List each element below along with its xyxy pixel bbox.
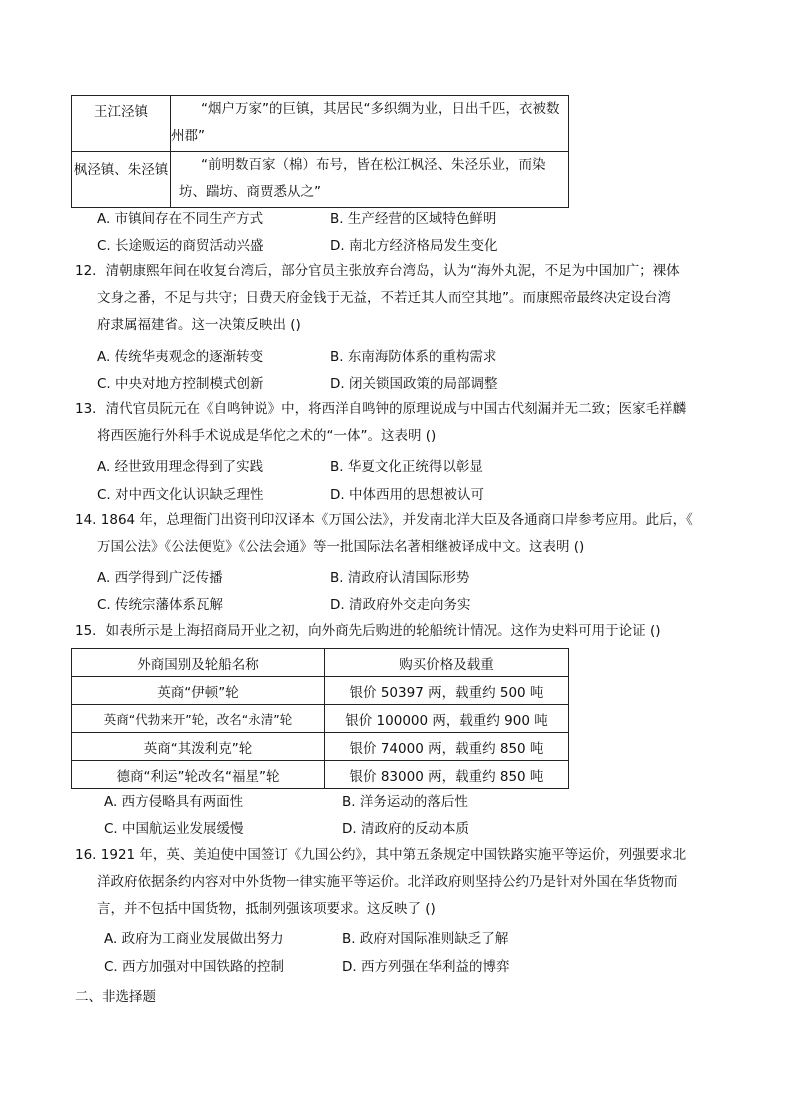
option-d[interactable]: D. 清政府外交走向务实 (330, 597, 471, 613)
column-header: 外商国别及轮船名称 (72, 649, 325, 677)
table-row (72, 152, 569, 208)
question-15-stem: 15．如表所示是上海招商局开业之初，向外商先后购进的轮船统计情况。这作为史料可用于论证 () (75, 623, 661, 639)
stem-line: 将西医施行外科手术说成是华佗之术的“一体”。这表明 () (97, 428, 437, 444)
question-14-stem (75, 507, 693, 561)
town-cell: 枫泾镇、朱泾镇 (72, 152, 171, 208)
option-a[interactable]: A. 政府为工商业发展做出努力 (104, 931, 284, 947)
option-d[interactable]: D. 南北方经济格局发生变化 (330, 238, 498, 254)
option-d[interactable]: D. 西方列强在华利益的博弈 (342, 959, 510, 975)
stem-line: 府隶属福建省。这一决策反映出 () (97, 317, 301, 333)
option-c[interactable]: C. 中央对地方控制模式创新 (97, 376, 264, 392)
table-cell: 英商“代勃来开”轮，改名“永清”轮 (72, 705, 325, 733)
option-b[interactable]: B. 政府对国际准则缺乏了解 (342, 931, 509, 947)
table-header-row (72, 649, 569, 677)
option-c[interactable]: C. 长途贩运的商贸活动兴盛 (97, 238, 264, 254)
desc-cell (171, 152, 569, 208)
table-row (72, 733, 569, 761)
option-c[interactable]: C. 传统宗藩体系瓦解 (97, 597, 224, 613)
question-13-stem (75, 396, 686, 450)
ship-table (71, 648, 569, 789)
table-row (72, 705, 569, 733)
option-a[interactable]: A. 西方侵略具有两面性 (104, 794, 244, 810)
question-16-stem (75, 842, 686, 923)
stem-line: 文身之番，不足与共守；日费天府金钱于无益，不若迁其人而空其地”。而康熙帝最终决定设台湾 (97, 290, 671, 306)
stem-line: 12．清朝康熙年间在收复台湾后，部分官员主张放弃台湾岛，认为“海外丸泥，不足为中国加广；裸体 (75, 263, 680, 279)
town-cell: 王江泾镇 (72, 96, 171, 152)
question-12-stem (75, 258, 680, 339)
option-a[interactable]: A. 西学得到广泛传播 (97, 570, 223, 586)
option-b[interactable]: B. 华夏文化正统得以彰显 (330, 459, 483, 475)
option-b[interactable]: B. 清政府认清国际形势 (330, 570, 470, 586)
option-c[interactable]: C. 中国航运业发展缓慢 (104, 821, 244, 837)
stem-line: 13．清代官员阮元在《自鸣钟说》中，将西洋自鸣钟的原理说成与中国古代刻漏并无二致；医家毛祥麟 (75, 401, 687, 417)
stem-line: 万国公法》《公法便览》《公法会通》等一批国际法名著相继被译成中文。这表明 () (97, 539, 585, 555)
table-cell: 银价 83000 两，载重约 850 吨 (325, 761, 569, 789)
table-row (72, 677, 569, 705)
table-cell: 英商“其泼利克”轮 (72, 733, 325, 761)
option-c[interactable]: C. 对中西文化认识缺乏理性 (97, 487, 264, 503)
option-a[interactable]: A. 传统华夷观念的逐渐转变 (97, 349, 264, 365)
option-b[interactable]: B. 洋务运动的落后性 (342, 794, 468, 810)
table-cell: 德商“利运”轮改名“福星”轮 (72, 761, 325, 789)
table-cell: 英商“伊顿”轮 (72, 677, 325, 705)
stem-line: 16. 1921 年，英、美迫使中国签订《九国公约》，其中第五条规定中国铁路实施平等运价，列强要求北 (75, 847, 687, 863)
desc-line: 坊、踹坊、商贾悉从之” (179, 184, 321, 200)
stem-line: 14. 1864 年，总理衙门出资刊印汉译本《万国公法》，并发南北洋大臣及各通商口岸参考应用。此后，《 (75, 512, 693, 528)
option-d[interactable]: D. 中体西用的思想被认可 (330, 487, 484, 503)
desc-line: 州郡” (171, 128, 205, 144)
option-a[interactable]: A. 市镇间存在不同生产方式 (97, 211, 264, 227)
desc-line: “烟户万家”的巨镇，其居民“多织绸为业，日出千匹，衣被数 (201, 101, 560, 117)
option-a[interactable]: A. 经世致用理念得到了实践 (97, 459, 264, 475)
option-c[interactable]: C. 西方加强对中国铁路的控制 (104, 959, 285, 975)
table-cell: 银价 100000 两，载重约 900 吨 (325, 705, 569, 733)
option-d[interactable]: D. 清政府的反动本质 (342, 821, 469, 837)
table-row (72, 96, 569, 152)
stem-line: 洋政府依据条约内容对中外货物一律实施平等运价。北洋政府则坚持公约乃是针对外国在华货物而 (97, 874, 678, 890)
table-cell: 银价 50397 两，载重约 500 吨 (325, 677, 569, 705)
town-table (71, 95, 569, 208)
table-cell: 银价 74000 两，载重约 850 吨 (325, 733, 569, 761)
option-b[interactable]: B. 生产经营的区域特色鲜明 (330, 211, 497, 227)
section-title: 二、非选择题 (75, 989, 156, 1005)
table-row (72, 761, 569, 789)
desc-cell (171, 96, 569, 152)
stem-line: 言，并不包括中国货物，抵制列强该项要求。这反映了 () (97, 901, 436, 917)
option-d[interactable]: D. 闭关锁国政策的局部调整 (330, 376, 498, 392)
column-header: 购买价格及载重 (325, 649, 569, 677)
option-b[interactable]: B. 东南海防体系的重构需求 (330, 349, 497, 365)
desc-line: “前明数百家（棉）布号，皆在松江枫泾、朱泾乐业，而染 (201, 157, 546, 173)
